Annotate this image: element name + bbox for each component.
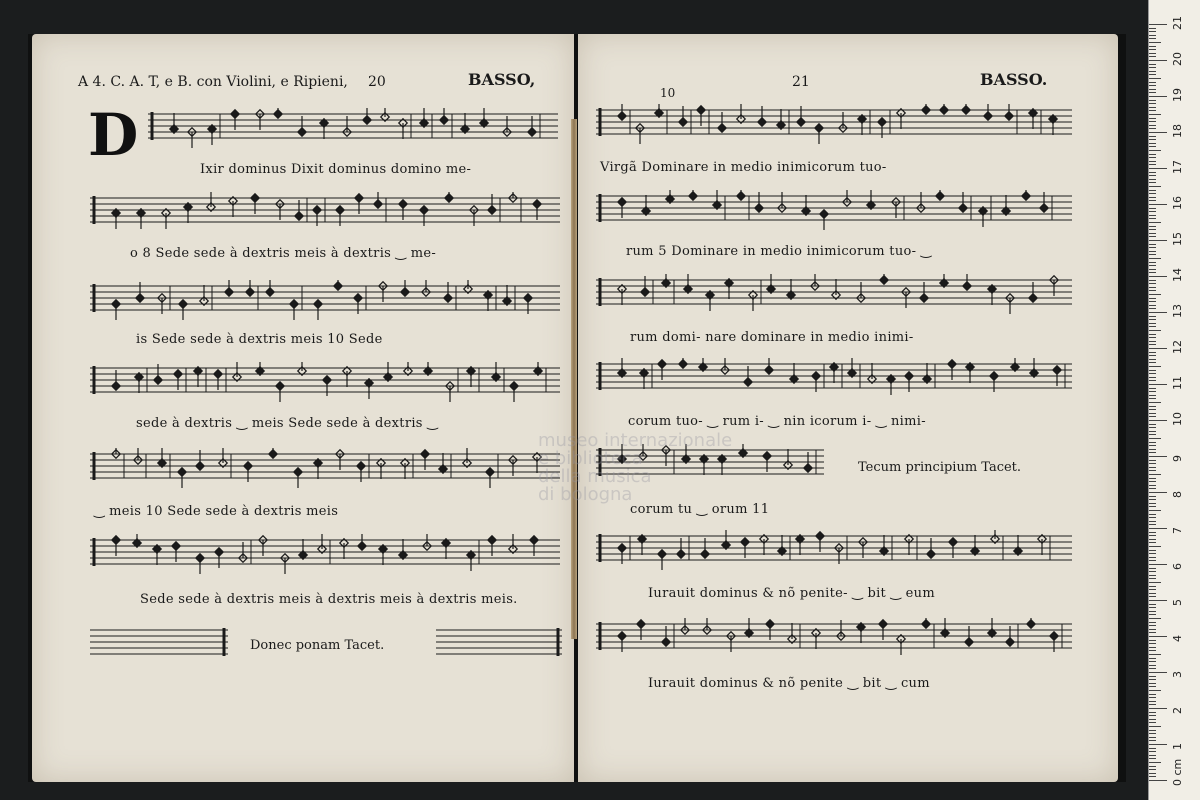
ruler-tick: [1149, 64, 1156, 65]
ruler-tick: [1149, 758, 1156, 759]
staff-svg: [90, 448, 560, 502]
ruler-tick: [1149, 287, 1156, 288]
ruler-tick: [1149, 611, 1156, 612]
ruler-tick: [1149, 121, 1156, 122]
music-staff: [596, 530, 1072, 564]
ruler-tick: [1149, 377, 1156, 378]
ruler-tick: [1149, 409, 1156, 410]
ruler-label: 12: [1171, 340, 1184, 354]
ruler-tick: [1149, 740, 1156, 741]
ruler-tick: [1149, 391, 1156, 392]
ruler-tick: [1149, 712, 1156, 713]
watermark-line: museo internazionale: [538, 430, 733, 451]
ruler-label: 0 cm: [1171, 758, 1184, 786]
music-staff: [596, 358, 1072, 392]
lyric-line: Iurauit dominus & nõ penite ‿ bit ‿ cum: [648, 676, 930, 691]
ruler-tick: [1149, 373, 1156, 374]
ruler-tick: [1149, 265, 1156, 266]
ruler-tick: [1149, 488, 1156, 489]
ruler-tick: [1149, 283, 1156, 284]
ruler-tick: [1149, 434, 1156, 435]
ruler-tick: [1149, 326, 1156, 327]
ruler-tick: [1149, 276, 1167, 277]
ruler-label: 4: [1171, 635, 1184, 642]
ruler-tick: [1149, 607, 1156, 608]
right-page-number: 21: [792, 74, 810, 90]
ruler-tick: [1149, 236, 1156, 237]
ruler-tick: [1149, 337, 1156, 338]
ruler-tick: [1149, 172, 1156, 173]
ruler-tick: [1149, 211, 1156, 212]
ruler-tick: [1149, 600, 1167, 601]
ruler-tick: [1149, 715, 1156, 716]
ruler-tick: [1149, 334, 1156, 335]
ruler-label: 5: [1171, 599, 1184, 606]
drop-cap: D: [88, 101, 139, 169]
ruler-tick: [1149, 719, 1156, 720]
ruler-tick: [1149, 312, 1167, 313]
ruler-tick: [1149, 348, 1167, 349]
ruler-tick: [1149, 316, 1156, 317]
ruler-tick: [1149, 524, 1156, 525]
ruler-tick: [1149, 751, 1156, 752]
ruler-tick: [1149, 665, 1156, 666]
right-part-name: BASSO.: [980, 70, 1048, 89]
ruler-tick: [1149, 510, 1161, 511]
ruler-tick: [1149, 632, 1156, 633]
ruler-tick: [1149, 575, 1156, 576]
ruler-label: 20: [1171, 52, 1184, 66]
ruler-tick: [1149, 222, 1161, 223]
ruler-tick: [1149, 478, 1156, 479]
ruler-tick: [1149, 506, 1156, 507]
ruler-tick: [1149, 103, 1156, 104]
ruler-tick: [1149, 636, 1167, 637]
ruler-tick: [1149, 114, 1161, 115]
ruler-tick: [1149, 298, 1156, 299]
ruler-tick: [1149, 42, 1161, 43]
music-staff: [596, 190, 1072, 224]
ruler-tick: [1149, 247, 1156, 248]
ruler-tick: [1149, 744, 1167, 745]
ruler-tick: [1149, 161, 1156, 162]
lyric-line: Ixir dominus Dixit dominus domino me-: [200, 162, 472, 177]
ruler-tick: [1149, 60, 1167, 61]
ruler-label: 8: [1171, 491, 1184, 498]
ruler-tick: [1149, 532, 1156, 533]
ruler-tick: [1149, 686, 1156, 687]
ruler-tick: [1149, 647, 1156, 648]
ruler-tick: [1149, 229, 1156, 230]
ruler-tick: [1149, 35, 1156, 36]
ruler-tick: [1149, 204, 1167, 205]
ruler-tick: [1149, 586, 1156, 587]
rest-count: 10: [660, 86, 676, 100]
ruler-tick: [1149, 244, 1156, 245]
ruler-tick: [1149, 323, 1156, 324]
ruler-tick: [1149, 359, 1156, 360]
music-staff: [596, 618, 1072, 652]
ruler-tick: [1149, 132, 1167, 133]
lyric-line: corum tuo- ‿ rum i- ‿ nin icorum i- ‿ nimi-: [628, 414, 926, 429]
ruler-tick: [1149, 218, 1156, 219]
ruler-tick: [1149, 402, 1161, 403]
ruler-tick: [1149, 474, 1161, 475]
ruler-tick: [1149, 157, 1156, 158]
ruler-tick: [1149, 380, 1156, 381]
ruler-tick: [1149, 46, 1156, 47]
staff-svg: [436, 624, 562, 678]
ruler-label: 9: [1171, 455, 1184, 462]
ruler-tick: [1149, 726, 1161, 727]
ruler-tick: [1149, 748, 1156, 749]
ruler-label: 18: [1171, 124, 1184, 138]
ruler-tick: [1149, 182, 1156, 183]
ruler-tick: [1149, 38, 1156, 39]
ruler-tick: [1149, 539, 1156, 540]
ruler-tick: [1149, 175, 1156, 176]
ruler-tick: [1149, 766, 1156, 767]
ruler-tick: [1149, 773, 1156, 774]
ruler-tick: [1149, 71, 1156, 72]
ruler-tick: [1149, 186, 1161, 187]
staff-svg: [596, 618, 1072, 672]
ruler-tick: [1149, 82, 1156, 83]
ruler-tick: [1149, 190, 1156, 191]
lyric-line: rum 5 Dominare in medio inimicorum tuo- ‿: [626, 244, 932, 259]
ruler-tick: [1149, 661, 1156, 662]
ruler-tick: [1149, 240, 1167, 241]
ruler-tick: [1149, 535, 1156, 536]
ruler-tick: [1149, 438, 1161, 439]
ruler-tick: [1149, 625, 1156, 626]
left-header-title: A 4. C. A. T, e B. con Violini, e Ripieni,: [78, 74, 348, 90]
ruler-tick: [1149, 154, 1156, 155]
ruler-tick: [1149, 452, 1156, 453]
ruler-tick: [1149, 571, 1156, 572]
ruler-tick: [1149, 463, 1156, 464]
ruler-tick: [1149, 528, 1167, 529]
ruler-label: 7: [1171, 527, 1184, 534]
ruler-tick: [1149, 89, 1156, 90]
ruler-tick: [1149, 92, 1156, 93]
ruler-tick: [1149, 197, 1156, 198]
music-staff: [90, 448, 560, 482]
ruler-tick: [1149, 139, 1156, 140]
ruler-tick: [1149, 542, 1156, 543]
lyric-line: sede à dextris ‿ meis Sede sede à dextris ‿: [136, 416, 438, 431]
lyric-line: ‿ meis 10 Sede sede à dextris meis: [94, 504, 339, 519]
ruler-tick: [1149, 596, 1156, 597]
ruler-tick: [1149, 704, 1156, 705]
watermark-line: di bologna: [538, 484, 633, 505]
ruler-tick: [1149, 78, 1161, 79]
ruler-tick: [1149, 388, 1156, 389]
staff-svg: [596, 190, 1072, 244]
ruler-tick: [1149, 53, 1156, 54]
ruler-tick: [1149, 424, 1156, 425]
ruler-tick: [1149, 49, 1156, 50]
ruler-tick: [1149, 366, 1161, 367]
book-gutter: [571, 119, 577, 639]
ruler-tick: [1149, 780, 1167, 781]
ruler-tick: [1149, 521, 1156, 522]
ruler-tick: [1149, 319, 1156, 320]
ruler-tick: [1149, 557, 1156, 558]
ruler-tick: [1149, 233, 1156, 234]
left-part-name: BASSO,: [468, 70, 536, 89]
ruler-tick: [1149, 294, 1161, 295]
lyric-line: Virgã Dominare in medio inimicorum tuo-: [600, 160, 887, 175]
ruler-tick: [1149, 280, 1156, 281]
ruler-tick: [1149, 226, 1156, 227]
lyric-line: Sede sede à dextris meis à dextris meis à dextris meis.: [140, 592, 518, 607]
ruler-tick: [1149, 503, 1156, 504]
ruler-tick: [1149, 110, 1156, 111]
ruler-tick: [1149, 467, 1156, 468]
ruler-tick: [1149, 776, 1156, 777]
ruler-label: 2: [1171, 707, 1184, 714]
ruler-tick: [1149, 164, 1156, 165]
ruler-tick: [1149, 697, 1156, 698]
ruler-label: 14: [1171, 268, 1184, 282]
ruler-tick: [1149, 582, 1161, 583]
staff-svg: [90, 192, 560, 246]
library-watermark: [538, 432, 732, 504]
ruler-tick: [1149, 85, 1156, 86]
staff-svg: [90, 280, 560, 334]
ruler-tick: [1149, 514, 1156, 515]
ruler-tick: [1149, 96, 1167, 97]
ruler-tick: [1149, 672, 1167, 673]
ruler-tick: [1149, 136, 1156, 137]
ruler-tick: [1149, 193, 1156, 194]
ruler-tick: [1149, 143, 1156, 144]
music-staff: [148, 108, 558, 142]
ruler-tick: [1149, 654, 1161, 655]
ruler-tick: [1149, 56, 1156, 57]
ruler-tick: [1149, 668, 1156, 669]
ruler-label: 11: [1171, 376, 1184, 390]
ruler-tick: [1149, 701, 1156, 702]
ruler-tick: [1149, 640, 1156, 641]
ruler-tick: [1149, 344, 1156, 345]
ruler-tick: [1149, 769, 1156, 770]
ruler-tick: [1149, 168, 1167, 169]
ruler-tick: [1149, 658, 1156, 659]
ruler-label: 21: [1171, 16, 1184, 30]
ruler-tick: [1149, 150, 1161, 151]
ruler-tick: [1149, 258, 1161, 259]
ruler-label: 13: [1171, 304, 1184, 318]
ruler-tick: [1149, 470, 1156, 471]
ruler-tick: [1149, 445, 1156, 446]
ruler-tick: [1149, 416, 1156, 417]
ruler-tick: [1149, 362, 1156, 363]
ruler-tick: [1149, 74, 1156, 75]
ruler-tick: [1149, 550, 1156, 551]
ruler-tick: [1149, 629, 1156, 630]
empty-staff: [436, 624, 562, 658]
ruler-tick: [1149, 427, 1156, 428]
ruler-tick: [1149, 251, 1156, 252]
ruler-tick: [1149, 618, 1161, 619]
watermark-line: della musica: [538, 466, 652, 487]
music-staff: [596, 274, 1072, 308]
staff-svg: [596, 274, 1072, 328]
ruler-tick: [1149, 733, 1156, 734]
ruler-tick: [1149, 305, 1156, 306]
lyric-line: is Sede sede à dextris meis 10 Sede: [136, 332, 383, 347]
ruler-tick: [1149, 481, 1156, 482]
ruler-tick: [1149, 200, 1156, 201]
ruler-tick: [1149, 100, 1156, 101]
ruler-tick: [1149, 406, 1156, 407]
ruler-tick: [1149, 578, 1156, 579]
ruler-tick: [1149, 604, 1156, 605]
ruler-tick: [1149, 496, 1156, 497]
ruler-tick: [1149, 431, 1156, 432]
watermark-line: e biblioteca: [538, 448, 643, 469]
ruler-label: 1: [1171, 743, 1184, 750]
ruler-tick: [1149, 442, 1156, 443]
ruler-tick: [1149, 269, 1156, 270]
ruler-tick: [1149, 179, 1156, 180]
ruler-tick: [1149, 622, 1156, 623]
ruler-tick: [1149, 730, 1156, 731]
ruler-tick: [1149, 568, 1156, 569]
ruler-tick: [1149, 118, 1156, 119]
ruler-tick: [1149, 517, 1156, 518]
ruler-tick: [1149, 352, 1156, 353]
staff-svg: [148, 108, 558, 162]
ruler-tick: [1149, 28, 1156, 29]
ruler-tick: [1149, 560, 1156, 561]
ruler-tick: [1149, 676, 1156, 677]
ruler-tick: [1149, 301, 1156, 302]
ruler-tick: [1149, 370, 1156, 371]
ruler-tick: [1149, 589, 1156, 590]
ruler-tick: [1149, 31, 1156, 32]
ruler-tick: [1149, 215, 1156, 216]
tacet-note: Donec ponam Tacet.: [250, 638, 385, 653]
music-staff: [90, 192, 560, 226]
ruler-label: 16: [1171, 196, 1184, 210]
staff-svg: [596, 530, 1072, 584]
ruler-tick: [1149, 262, 1156, 263]
ruler-tick: [1149, 355, 1156, 356]
ruler-tick: [1149, 449, 1156, 450]
ruler-tick: [1149, 413, 1156, 414]
ruler-tick: [1149, 384, 1167, 385]
ruler-tick: [1149, 290, 1156, 291]
ruler-tick: [1149, 272, 1156, 273]
ruler-tick: [1149, 456, 1167, 457]
staff-svg: [90, 624, 228, 678]
ruler-tick: [1149, 107, 1156, 108]
ruler-tick: [1149, 564, 1167, 565]
ruler-tick: [1149, 398, 1156, 399]
ruler-label: 19: [1171, 88, 1184, 102]
ruler-tick: [1149, 722, 1156, 723]
ruler-tick: [1149, 420, 1167, 421]
ruler-label: 10: [1171, 412, 1184, 426]
ruler-tick: [1149, 737, 1156, 738]
ruler-tick: [1149, 643, 1156, 644]
ruler-tick: [1149, 708, 1167, 709]
staff-svg: [596, 104, 1072, 158]
lyric-line: Iurauit dominus & nõ penite- ‿ bit ‿ eum: [648, 586, 935, 601]
ruler-tick: [1149, 485, 1156, 486]
ruler-label: 6: [1171, 563, 1184, 570]
ruler-tick: [1149, 683, 1156, 684]
ruler-tick: [1149, 614, 1156, 615]
ruler-tick: [1149, 67, 1156, 68]
ruler-tick: [1149, 694, 1156, 695]
ruler-tick: [1149, 128, 1156, 129]
lyric-line: rum domi- nare dominare in medio inimi-: [630, 330, 914, 345]
ruler-tick: [1149, 308, 1156, 309]
ruler-tick: [1149, 395, 1156, 396]
ruler-tick: [1149, 546, 1161, 547]
ruler-tick: [1149, 762, 1161, 763]
measurement-ruler: [1148, 0, 1200, 800]
staff-svg: [90, 362, 560, 416]
empty-staff: [90, 624, 228, 658]
music-staff: [90, 362, 560, 396]
ruler-tick: [1149, 755, 1156, 756]
staff-svg: [90, 534, 560, 588]
ruler-tick: [1149, 690, 1161, 691]
ruler-label: 3: [1171, 671, 1184, 678]
ruler-label: 17: [1171, 160, 1184, 174]
ruler-tick: [1149, 208, 1156, 209]
staff-svg: [596, 358, 1072, 412]
lyric-line: corum tu ‿ orum 11: [630, 502, 770, 517]
left-page-number: 20: [368, 74, 386, 90]
ruler-label: 15: [1171, 232, 1184, 246]
ruler-tick: [1149, 553, 1156, 554]
music-staff: [90, 280, 560, 314]
ruler-tick: [1149, 679, 1156, 680]
ruler-tick: [1149, 254, 1156, 255]
ruler-tick: [1149, 146, 1156, 147]
ruler-tick: [1149, 499, 1156, 500]
lyric-line: o 8 Sede sede à dextris meis à dextris ‿ me-: [130, 246, 437, 261]
ruler-tick: [1149, 330, 1161, 331]
music-staff: [596, 104, 1072, 138]
music-staff: [90, 534, 560, 568]
ruler-tick: [1149, 24, 1167, 25]
tacet-note-right: Tecum principium Tacet.: [858, 460, 1022, 475]
ruler-tick: [1149, 460, 1156, 461]
ruler-tick: [1149, 593, 1156, 594]
ruler-tick: [1149, 125, 1156, 126]
ruler-tick: [1149, 492, 1167, 493]
ruler-tick: [1149, 650, 1156, 651]
ruler-tick: [1149, 341, 1156, 342]
